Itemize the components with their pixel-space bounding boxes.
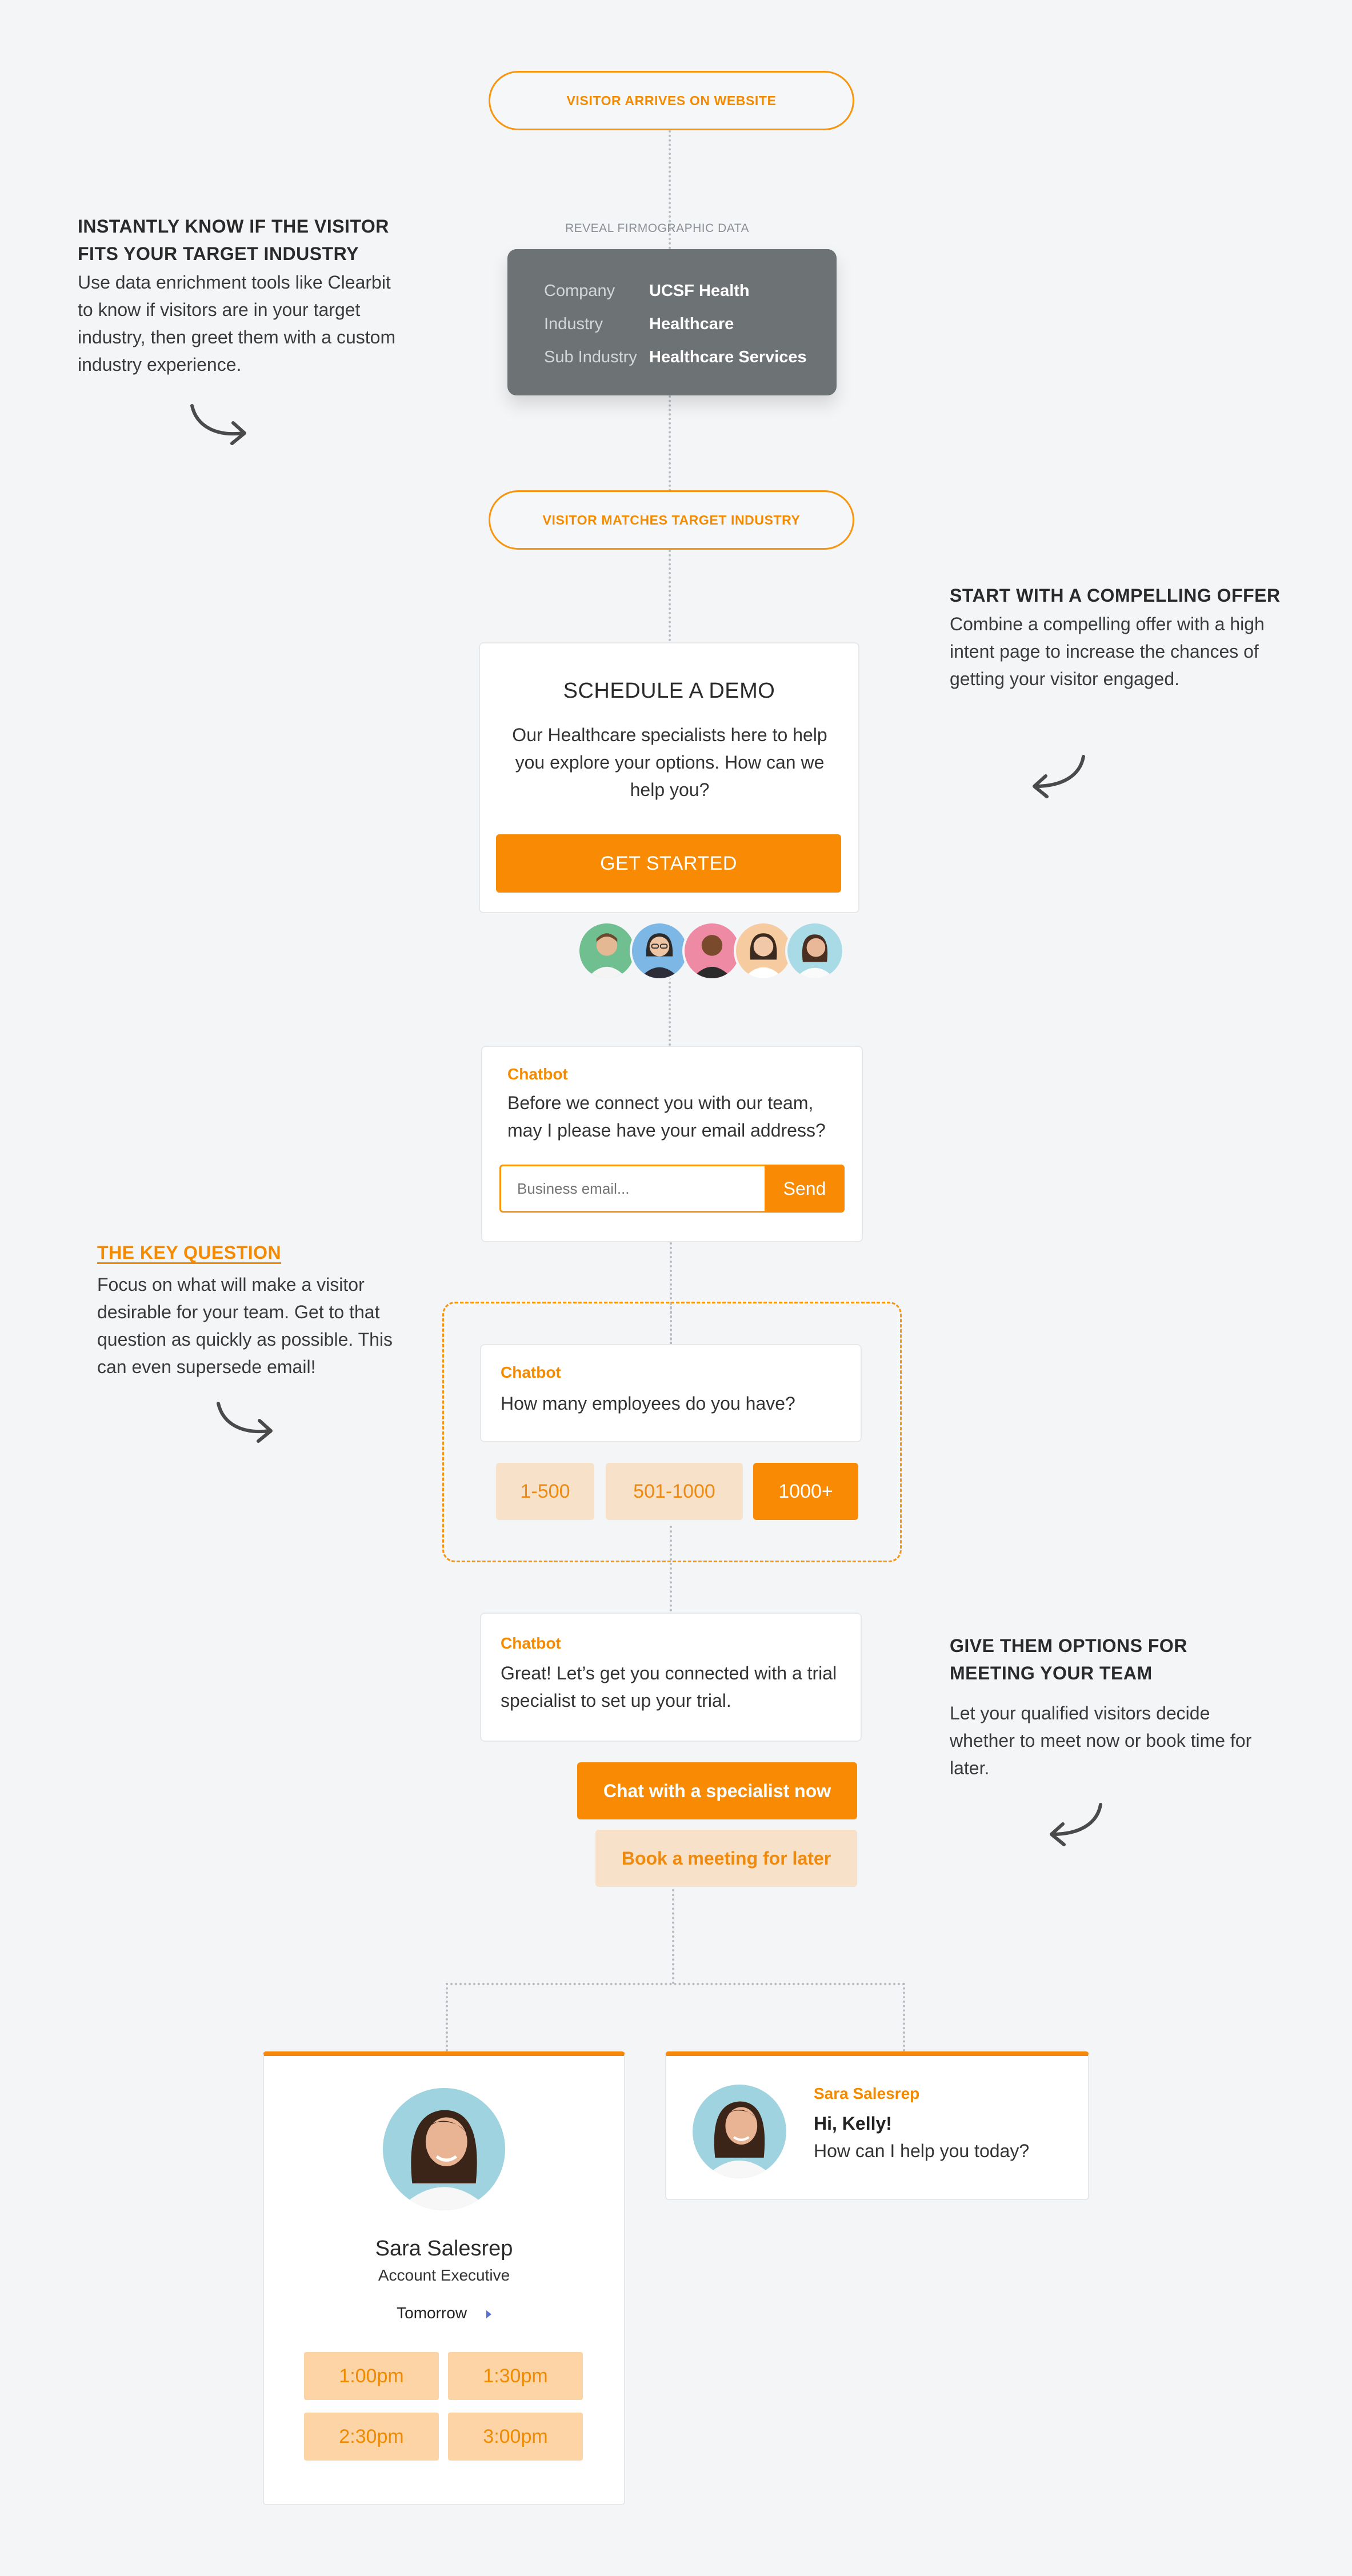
chat-message: How can I help you today?: [814, 2141, 1030, 2161]
live-chat-card: [665, 2051, 1089, 2200]
chatbot-message: Great! Let’s get you connected with a trial specialist to set up your trial.: [501, 1663, 837, 1711]
chatbot-message: Before we connect you with our team, may I please have your email address?: [507, 1093, 826, 1141]
connector: [670, 1303, 672, 1344]
rep-role: Account Executive: [378, 2266, 510, 2284]
avatar: [785, 921, 845, 981]
connector: [903, 1983, 905, 2051]
connector: [669, 395, 671, 491]
connector: [669, 550, 671, 641]
time-slot[interactable]: 3:00pm: [448, 2413, 583, 2461]
rep-photo: [693, 2085, 786, 2178]
book-meeting-button[interactable]: Book a meeting for later: [595, 1830, 857, 1887]
annotation-title: START WITH A COMPELLING OFFER: [950, 585, 1281, 606]
connector: [672, 1889, 674, 1984]
avatar: [577, 921, 637, 981]
firmographic-key: Company: [544, 281, 615, 300]
curved-arrow-icon: [1027, 751, 1090, 802]
chatbot-label: Chatbot: [501, 1634, 561, 1652]
curved-arrow-icon: [1045, 1799, 1107, 1850]
employees-option-1-500[interactable]: 1-500: [496, 1463, 594, 1520]
chevron-right-icon[interactable]: [486, 2310, 491, 2318]
annotation-body: Focus on what will make a visitor desirable for your team. Get to that question as quickly as possible. This can even supersede email!: [97, 1274, 393, 1377]
curved-arrow-icon: [215, 1398, 278, 1449]
chat-sender: Sara Salesrep: [814, 2085, 920, 2102]
firmographic-card: [507, 249, 837, 395]
firmographic-row: [544, 341, 837, 374]
annotation-options: [950, 1632, 1270, 1782]
firmographic-value: Healthcare Services: [649, 347, 807, 366]
demo-body: Our Healthcare specialists here to help you explore your options. How can we help you?: [512, 725, 827, 800]
step-visitor-matches: VISITOR MATCHES TARGET INDUSTRY: [489, 490, 854, 550]
firmographic-key: Industry: [544, 314, 603, 333]
chat-with-specialist-button[interactable]: Chat with a specialist now: [577, 1762, 857, 1819]
business-email-input[interactable]: [499, 1165, 766, 1213]
annotation-title: THE KEY QUESTION: [97, 1242, 282, 1263]
avatar: [682, 921, 742, 981]
chatbot-email-card: [481, 1046, 863, 1242]
avatar: [734, 921, 793, 981]
get-started-button[interactable]: GET STARTED: [496, 834, 841, 893]
avatar: [630, 921, 689, 981]
chatbot-label: Chatbot: [507, 1065, 568, 1083]
firmographic-value: Healthcare: [649, 314, 734, 333]
day-label: Tomorrow: [397, 2304, 467, 2322]
time-slot[interactable]: 1:00pm: [304, 2352, 439, 2400]
chatbot-message: How many employees do you have?: [501, 1393, 795, 1414]
chatbot-employees-card: [480, 1344, 862, 1442]
send-button[interactable]: Send: [765, 1165, 845, 1213]
connector: [669, 977, 671, 1046]
firmographic-key: Sub Industry: [544, 347, 637, 366]
curved-arrow-icon: [189, 400, 251, 451]
firmographic-row: [544, 307, 837, 341]
annotation-title: INSTANTLY KNOW IF THE VISITOR FITS YOUR TARGET INDUSTRY: [78, 216, 389, 264]
annotation-body: Let your qualified visitors decide whether to meet now or book time for later.: [950, 1703, 1252, 1778]
step-visitor-arrives: VISITOR ARRIVES ON WEBSITE: [489, 71, 854, 130]
demo-title: SCHEDULE A DEMO: [563, 679, 775, 703]
rep-name: Sara Salesrep: [375, 2237, 513, 2261]
rep-photo: [383, 2088, 505, 2210]
annotation-offer: [950, 582, 1281, 693]
chat-greeting: Hi, Kelly!: [814, 2113, 892, 2134]
reveal-label: REVEAL FIRMOGRAPHIC DATA: [565, 222, 749, 235]
connector: [446, 1983, 905, 1985]
chatbot-label: Chatbot: [501, 1363, 561, 1381]
employees-option-501-1000[interactable]: 501-1000: [606, 1463, 743, 1520]
connector: [446, 1983, 448, 2051]
time-slot[interactable]: 1:30pm: [448, 2352, 583, 2400]
annotation-key-question: [97, 1239, 417, 1381]
annotation-body: Combine a compelling offer with a high intent page to increase the chances of getting your visitor engaged.: [950, 614, 1265, 689]
time-slot[interactable]: 2:30pm: [304, 2413, 439, 2461]
chatbot-connect-card: [480, 1613, 862, 1742]
annotation-body: Use data enrichment tools like Clearbit to know if visitors are in your target industry, then greet them with a custom industry experience.: [78, 272, 396, 375]
day-selector[interactable]: [264, 2304, 624, 2322]
firmographic-value: UCSF Health: [649, 281, 750, 300]
annotation-industry: [78, 213, 409, 378]
employees-option-1000-plus[interactable]: 1000+: [753, 1463, 858, 1520]
firmographic-row: [544, 274, 837, 307]
annotation-title: GIVE THEM OPTIONS FOR MEETING YOUR TEAM: [950, 1635, 1187, 1683]
